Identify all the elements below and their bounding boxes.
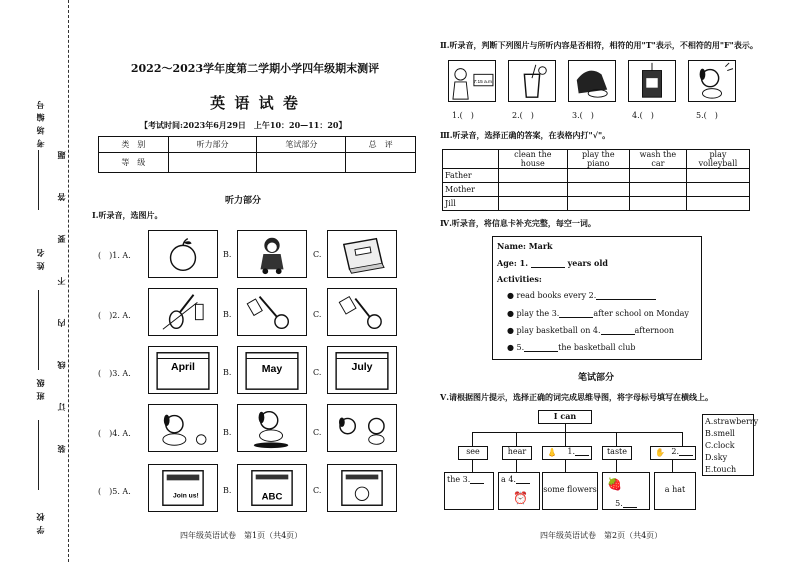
box-icon <box>629 61 675 101</box>
item2-suffix: after school on Monday <box>593 309 689 318</box>
score-table <box>98 136 416 173</box>
seal-word-7: 订 <box>56 402 66 411</box>
nose-icon: 👃 <box>547 448 557 457</box>
exam-time: 【考试时间:2023年6月29日 上午10：20—11：20】 <box>140 120 347 130</box>
connector <box>472 460 473 472</box>
q2-label: ( )2. A. <box>98 311 131 320</box>
listening-heading: 听力部分 <box>225 196 262 206</box>
q3-b-calendar[interactable] <box>237 346 307 394</box>
name-label: 姓 名 <box>35 248 45 270</box>
hand-icon: ✋ <box>655 448 665 457</box>
s2-pic2-juice[interactable] <box>508 60 556 102</box>
s2-answer-5[interactable]: 5.( ) <box>696 111 718 120</box>
blank-line[interactable] <box>575 448 589 456</box>
score-row-label: 等 级 <box>99 153 169 173</box>
chores-col-volleyball: play volleyball <box>686 150 749 169</box>
q1-c-label: C. <box>313 250 322 259</box>
q4-b-label: B. <box>223 428 232 437</box>
q5-label: ( )5. A. <box>98 487 131 496</box>
item3-prefix: play basketball on 4. <box>516 326 601 335</box>
month-may: May <box>261 362 283 375</box>
option-c: C.clock <box>705 441 735 450</box>
chores-cell[interactable] <box>567 169 629 183</box>
binding-line <box>68 0 69 562</box>
leaf-hat: a hat <box>654 472 696 510</box>
clock-icon: ⏰ <box>513 491 528 505</box>
seal-word-1: 题 <box>56 150 66 159</box>
strawberry-icon: 🍓 <box>607 477 622 491</box>
connector <box>472 432 473 446</box>
chores-cell[interactable] <box>629 183 686 197</box>
q2-b-guitar[interactable] <box>237 288 307 336</box>
chores-cell[interactable] <box>686 197 749 211</box>
juice-icon <box>509 61 555 101</box>
blank-4[interactable] <box>601 327 635 335</box>
connector <box>616 460 617 472</box>
q5-c-label: C. <box>313 486 322 495</box>
item1-text: read books every 2. <box>516 291 597 300</box>
leaf-3-label: the 3. <box>447 475 471 484</box>
seal-word-8: 装 <box>56 444 66 453</box>
chores-table <box>442 149 750 211</box>
calendar-icon <box>238 347 306 393</box>
blank-1[interactable] <box>531 260 565 268</box>
q5-a-poster[interactable] <box>148 464 218 512</box>
blank-line[interactable] <box>679 448 693 456</box>
verb-blank-2-label: 2. <box>671 447 679 456</box>
leaf-blank-5[interactable] <box>602 472 650 510</box>
dog-icon <box>328 405 396 451</box>
section3-title: Ⅲ.听录音，选择正确的答案，在表格内打"√"。 <box>440 130 611 140</box>
s2-answer-1[interactable]: 1.( ) <box>452 111 474 120</box>
connector <box>516 432 517 446</box>
option-b: B.smell <box>705 429 735 438</box>
blank-3[interactable] <box>559 310 593 318</box>
doll-icon <box>238 231 306 277</box>
options-box <box>702 414 759 476</box>
verb-see: see <box>458 446 488 460</box>
q2-a-violin[interactable] <box>148 288 218 336</box>
chores-row-father: Father <box>443 169 499 183</box>
boy-icon <box>569 61 615 101</box>
blank-line[interactable] <box>470 476 484 484</box>
chores-cell[interactable] <box>499 169 568 183</box>
written-heading: 笔试部分 <box>578 373 615 383</box>
guitar-icon <box>328 289 396 335</box>
option-a: A.strawberry <box>705 417 759 426</box>
blank-2[interactable] <box>596 292 656 300</box>
info-card <box>492 236 702 360</box>
verb-blank-1[interactable] <box>542 446 592 460</box>
s2-answer-3[interactable]: 3.( ) <box>572 111 594 120</box>
q5-b-label: B. <box>223 486 232 495</box>
poster-icon <box>328 465 396 511</box>
option-e: E.touch <box>705 465 737 474</box>
guitar-icon <box>238 289 306 335</box>
card-age-prefix: Age: 1. <box>497 258 528 268</box>
chores-cell[interactable] <box>629 197 686 211</box>
s2-pic3-boy-soup[interactable] <box>568 60 616 102</box>
poster-icon <box>149 465 217 511</box>
chores-row-jill: Jill <box>443 197 499 211</box>
item3-suffix: afternoon <box>634 326 674 335</box>
seal-word-4: 不 <box>56 276 66 285</box>
chores-cell[interactable] <box>686 169 749 183</box>
class-label: 班 级 <box>35 378 45 400</box>
page1-footer: 四年级英语试卷 第1页（共4页） <box>180 531 303 540</box>
section4-title: Ⅳ.听录音，将信息卡补充完整，每空一词。 <box>440 218 596 228</box>
chores-cell[interactable] <box>499 183 568 197</box>
poster-join-us: Join us! <box>173 492 199 500</box>
q3-c-calendar[interactable] <box>327 346 397 394</box>
leaf-4-label: a 4. <box>501 475 516 484</box>
q1-b-label: B. <box>223 250 232 259</box>
item2-prefix: play the 3. <box>516 309 560 318</box>
q2-c-guitar-tag[interactable] <box>327 288 397 336</box>
q3-a-calendar[interactable] <box>148 346 218 394</box>
poster-abc: ABC <box>261 491 283 503</box>
class-blank <box>38 420 39 490</box>
q4-a-dog-ball[interactable] <box>148 404 218 452</box>
connector <box>616 432 617 446</box>
seal-word-6: 线 <box>56 360 66 369</box>
violin-icon <box>149 289 217 335</box>
calendar-icon <box>328 347 396 393</box>
q5-b-poster[interactable] <box>237 464 307 512</box>
q2-b-label: B. <box>223 310 232 319</box>
q3-label: ( )3. A. <box>98 369 131 378</box>
s2-answer-4[interactable]: 4.( ) <box>632 111 654 120</box>
connector <box>682 432 683 446</box>
score-cell-written[interactable] <box>257 153 346 173</box>
section1-title: Ⅰ.听录音，选图片。 <box>92 210 163 220</box>
connector <box>565 432 566 446</box>
leaf-blank-4[interactable] <box>498 472 540 510</box>
chores-row-mother: Mother <box>443 183 499 197</box>
chores-col-piano: play the piano <box>567 150 629 169</box>
chores-cell[interactable] <box>567 197 629 211</box>
score-header-listening: 听力部分 <box>168 137 257 153</box>
seal-word-3: 要 <box>56 234 66 243</box>
q1-label: ( )1. A. <box>98 251 131 260</box>
seal-word-2: 答 <box>56 192 66 201</box>
score-cell-total[interactable] <box>346 153 416 173</box>
q3-c-label: C. <box>313 368 322 377</box>
card-item-2: ● play the 3. after school on Monday <box>507 309 689 318</box>
s2-pic1-boy-clock[interactable] <box>448 60 496 102</box>
score-header-category: 类 别 <box>99 137 169 153</box>
verb-blank-1-label: 1. <box>567 447 575 456</box>
ball-icon <box>196 435 206 445</box>
month-april: April <box>171 361 195 373</box>
card-activities: Activities: <box>497 274 542 284</box>
card-item-1: ● read books every 2. <box>507 291 656 300</box>
connector <box>516 460 517 472</box>
verb-taste: taste <box>602 446 632 460</box>
book-icon <box>328 231 396 277</box>
leaf-flowers: some flowers <box>542 472 598 510</box>
score-cell-listening[interactable] <box>168 153 257 173</box>
s2-pic5-dog[interactable] <box>688 60 736 102</box>
section2-title: Ⅱ.听录音，判断下列图片与所听内容是否相符，相符的用"T"表示，不相符的用"F"表示。 <box>440 40 758 50</box>
dog-icon <box>149 405 217 451</box>
q1-b-doll[interactable] <box>237 230 307 278</box>
q4-b-dog[interactable] <box>237 404 307 452</box>
chores-corner <box>443 150 499 169</box>
score-header-written: 笔试部分 <box>257 137 346 153</box>
clock-icon <box>449 61 495 101</box>
exam-number-blank <box>38 150 39 210</box>
connector <box>565 424 566 432</box>
apple-icon <box>149 231 217 277</box>
card-age <box>497 258 608 268</box>
clock-time: 7:15 a.m. <box>473 79 494 85</box>
card-item-3: ● play basketball on 4. afternoon <box>507 326 674 335</box>
q2-c-label: C. <box>313 310 322 319</box>
seal-word-5: 内 <box>56 318 66 327</box>
connector <box>472 432 682 433</box>
chores-col-car: wash the car <box>629 150 686 169</box>
connector <box>565 460 566 472</box>
blank-line[interactable] <box>623 500 637 508</box>
score-header-total: 总 评 <box>346 137 416 153</box>
page2-footer: 四年级英语试卷 第2页（共4页） <box>540 531 663 540</box>
mindmap-root: I can <box>538 410 592 424</box>
name-blank <box>38 290 39 370</box>
chores-cell[interactable] <box>629 169 686 183</box>
dog-icon <box>689 61 735 101</box>
option-d: D.sky <box>705 453 728 462</box>
q1-c-book[interactable] <box>327 230 397 278</box>
q5-c-poster[interactable] <box>327 464 397 512</box>
calendar-icon <box>149 347 217 393</box>
s2-answer-2[interactable]: 2.( ) <box>512 111 534 120</box>
chores-cell[interactable] <box>499 197 568 211</box>
verb-blank-2[interactable] <box>650 446 696 460</box>
chores-col-clean: clean the house <box>499 150 568 169</box>
poster-icon <box>238 465 306 511</box>
card-item-4: ● 5. the basketball club <box>507 343 636 352</box>
school-label: 学 校 <box>35 512 45 534</box>
connector <box>672 460 673 472</box>
q1-a-apple[interactable] <box>148 230 218 278</box>
item4-prefix: 5. <box>516 343 525 352</box>
exam-number-label: 考 场 编 号 <box>35 100 45 148</box>
leaf-5-label: 5. <box>615 499 623 508</box>
chores-cell[interactable] <box>567 183 629 197</box>
verb-hear: hear <box>502 446 532 460</box>
q3-b-label: B. <box>223 368 232 377</box>
exam-title: 2022～2023学年度第二学期小学四年级期末测评 <box>130 62 380 75</box>
leaf-blank-3[interactable] <box>444 472 494 510</box>
q4-c-dogs[interactable] <box>327 404 397 452</box>
dog-icon <box>238 405 306 451</box>
item4-suffix: the basketball club <box>558 343 636 352</box>
q4-label: ( )4. A. <box>98 429 131 438</box>
s2-pic4-drink-box[interactable] <box>628 60 676 102</box>
exam-subtitle: 英 语 试 卷 <box>210 94 300 112</box>
chores-cell[interactable] <box>686 183 749 197</box>
section5-title: Ⅴ.请根据图片提示，选择正确的词完成思维导图，将字母标号填写在横线上。 <box>440 392 713 402</box>
month-july: July <box>351 361 373 373</box>
blank-line[interactable] <box>516 476 530 484</box>
card-name: Name: Mark <box>497 241 553 251</box>
card-age-suffix: years old <box>567 258 608 268</box>
blank-5[interactable] <box>524 344 558 352</box>
q4-c-label: C. <box>313 428 322 437</box>
